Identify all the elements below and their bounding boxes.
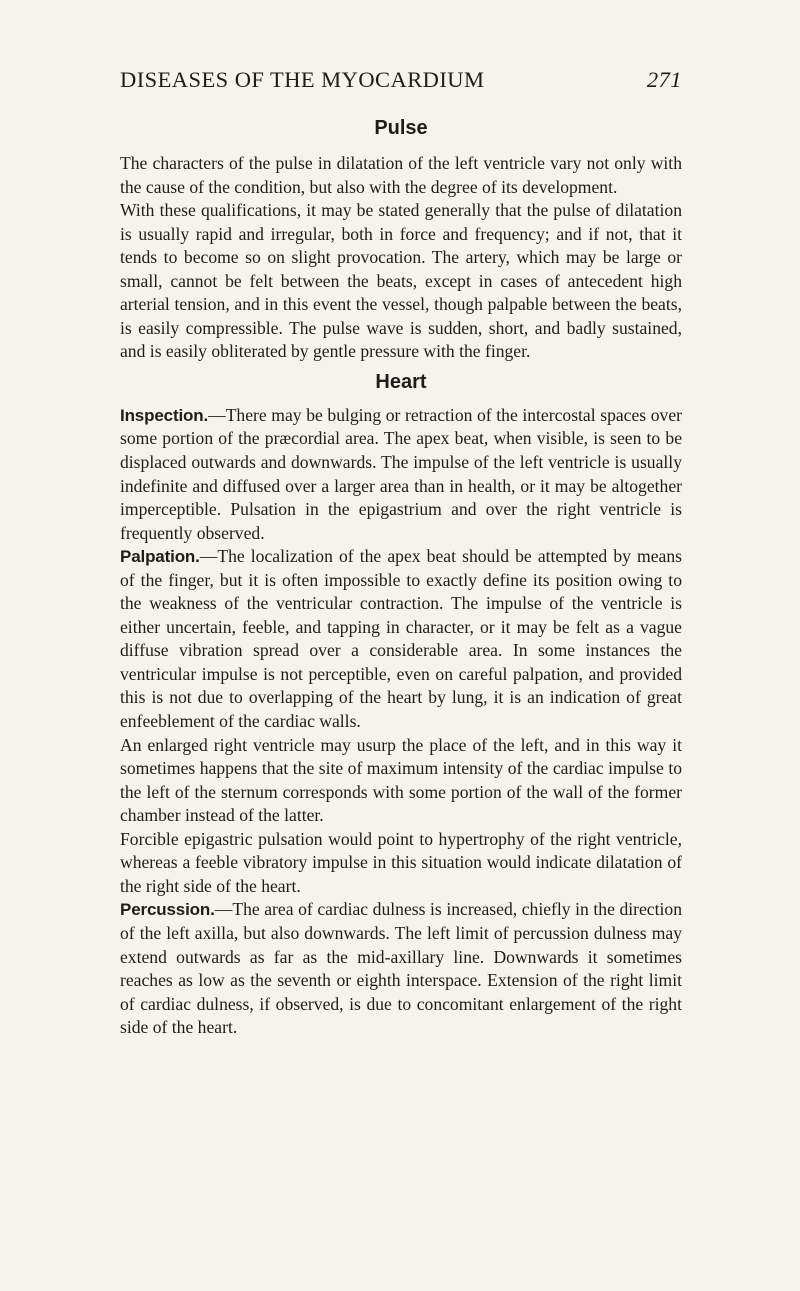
palpation-text: —The localization of the apex beat should be attempted by means of the finger, but it is often impossible to exactly define its position owing to the weakness of the ventricular contraction. The impulse of the ventricle is either uncertain, feeble, and tapping in character, or it may be felt as a vague diffuse vibration spread over a considerable area. In some instances the ventricular impulse is not perceptible, even on careful palpation, and provided this is not due to overlapping of the heart by lung, it is an indication of great enfeeblement of the cardiac walls.: [120, 546, 682, 732]
inspection-text: —There may be bulging or retraction of the intercostal spaces over some portion of the præcordial area. The apex beat, when visible, is seen to be displaced outwards and downwards. The impulse of the left ventricle is usually indefinite and diffused over a larger area than in health, or it may be altogether imperceptible. Pulsation in the epigastrium and over the right ventricle is frequently observed.: [120, 404, 682, 543]
percussion-lead: Percussion.: [120, 900, 215, 920]
percussion-text: —The area of cardiac dulness is increased, chiefly in the direction of the left axilla, but also downwards. The left limit of percussion dulness may extend outwards as far as the mid-axillary line. Downwards it sometimes reaches as low as the seventh or eighth interspace. Extension of the right limit of cardiac dulness, if observed, is due to concomitant enlargement of the right side of the heart.: [120, 899, 682, 1038]
pulse-paragraph-1: The characters of the pulse in dilatation of the left ventricle vary not only with the cause of the condition, but also with the degree of its development.: [120, 153, 682, 197]
inspection-paragraph: [120, 404, 682, 545]
palpation-paragraph: [120, 545, 682, 733]
pulse-paragraph-2: With these qualifications, it may be stated generally that the pulse of dilatation is usually rapid and irregular, both in force and frequency; and if not, that it tends to become so on slight provocation. The artery, which may be large or small, cannot be felt between the beats, except in cases of antecedent high arterial tension, and in this event the vessel, though palpable between the beats, is easily compressible. The pulse wave is sudden, short, and badly sustained, and is easily obliterated by gentle pressure with the finger.: [120, 200, 682, 362]
palpation-paragraph-3: Forcible epigastric pulsation would point to hypertrophy of the right ventricle, whereas a feeble vibratory impulse in this situation would indicate dilatation of the right side of the heart.: [120, 828, 682, 896]
palpation-paragraph-2: An enlarged right ventricle may usurp the place of the left, and in this way it sometimes happens that the site of maximum intensity of the cardiac impulse to the left of the sternum corresponds with some portion of the wall of the former chamber instead of the latter.: [120, 734, 682, 826]
running-head: [120, 62, 682, 98]
pulse-heading: Pulse: [374, 117, 428, 139]
inspection-lead: Inspection.: [120, 405, 209, 425]
book-page: [120, 62, 682, 1040]
running-title: DISEASES OF THE MYOCARDIUM: [120, 67, 485, 92]
palpation-lead: Palpation.: [120, 547, 200, 567]
page-number: 271: [646, 67, 682, 92]
heart-heading: Heart: [375, 370, 427, 393]
percussion-paragraph: [120, 898, 682, 1039]
